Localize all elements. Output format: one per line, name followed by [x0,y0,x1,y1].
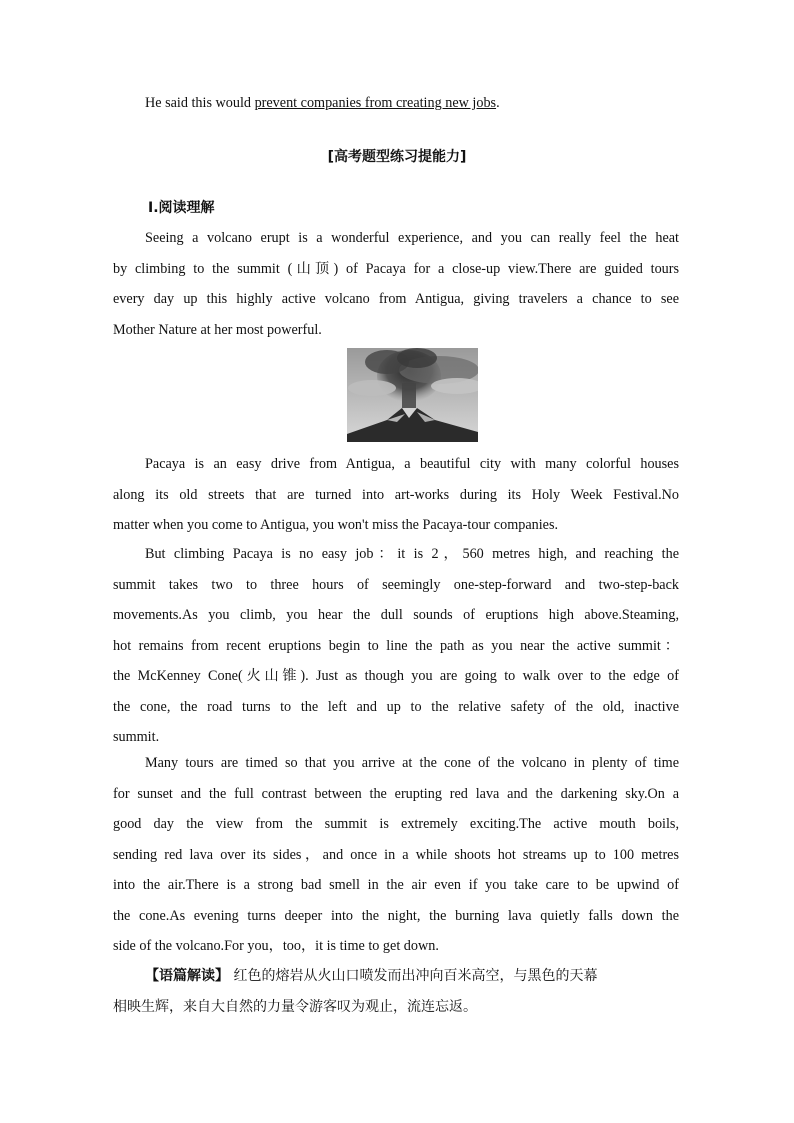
explanation-text: 红色的熔岩从火山口喷发而出冲向百米高空，与黑色的天幕 [229,968,598,984]
paragraph-line: Many tours are timed so that you arrive at the cone of the volcano in plenty of time [145,755,679,771]
paragraph-line: sending red lava over its sides，and once in a while shoots hot streams up to 100 metres [113,846,679,863]
explanation-line-1 [145,961,679,992]
intro-sentence [145,95,500,112]
explanation-label: 【语篇解读】 [145,968,229,984]
paragraph-line: hot remains from recent eruptions begin to line the path as you near the active summit： [113,637,679,654]
passage-explanation [113,961,679,1023]
paragraph-line: Pacaya is an easy drive from Antigua, a beautiful city with many colorful houses [145,456,679,472]
paragraph-line: good day the view from the summit is extremely exciting.The active mouth boils, [113,816,679,832]
intro-suffix: . [496,95,500,111]
paragraph-line: the cone.As evening turns deeper into the night, the burning lava quietly falls down the [113,907,679,924]
paragraph-line: Seeing a volcano erupt is a wonderful experience, and you can really feel the heat [145,230,679,246]
paragraph-line: matter when you come to Antigua, you won't miss the Pacaya-tour companies. [113,517,559,533]
paragraph-line: into the air.There is a strong bad smell in the air even if you take care to be upwind of [113,877,679,893]
intro-prefix: He said this would [145,95,255,111]
paragraph-line: Mother Nature at her most powerful. [113,321,322,338]
paragraph-line: for sunset and the full contrast between the erupting red lava and the darkening sky.On a [113,785,679,802]
passage-paragraph-2 [113,449,679,541]
section-title: [高考题型练习提能力] [327,149,467,165]
passage-paragraph-4 [113,748,679,962]
paragraph-line: along its old streets that are turned into art-works during its Holy Week Festival.No [113,486,679,503]
paragraph-line: movements.As you climb, you hear the dull sounds of eruptions high above.Steaming, [113,607,679,623]
paragraph-line: every day up this highly active volcano from Antigua, giving travelers a chance to see [113,291,679,307]
paragraph-line: But climbing Pacaya is no easy job：it is 2，560 metres high, and reaching the [145,546,679,562]
part-heading: Ⅰ.阅读理解 [148,200,215,216]
paragraph-line: summit. [113,729,160,745]
paragraph-line: by climbing to the summit (山顶) of Pacaya for a close-up view.There are guided tours [113,260,679,277]
intro-underlined-phrase: prevent companies from creating new jobs [254,95,497,111]
volcano-photo [347,348,478,442]
paragraph-line: the McKenney Cone(火山锥). Just as though you are going to walk over to the edge of [113,668,679,684]
passage-paragraph-1 [113,223,679,345]
paragraph-line: summit takes two to three hours of seemingly one-step-forward and two-step-back [113,576,679,593]
explanation-line-2: 相映生辉，来自大自然的力量令游客叹为观止，流连忘返。 [113,999,477,1015]
paragraph-line: side of the volcano.For you，too，it is time to get down. [113,938,439,954]
passage-paragraph-3 [113,539,679,753]
paragraph-line: the cone, the road turns to the left and up to the relative safety of the old, inactive [113,698,679,715]
